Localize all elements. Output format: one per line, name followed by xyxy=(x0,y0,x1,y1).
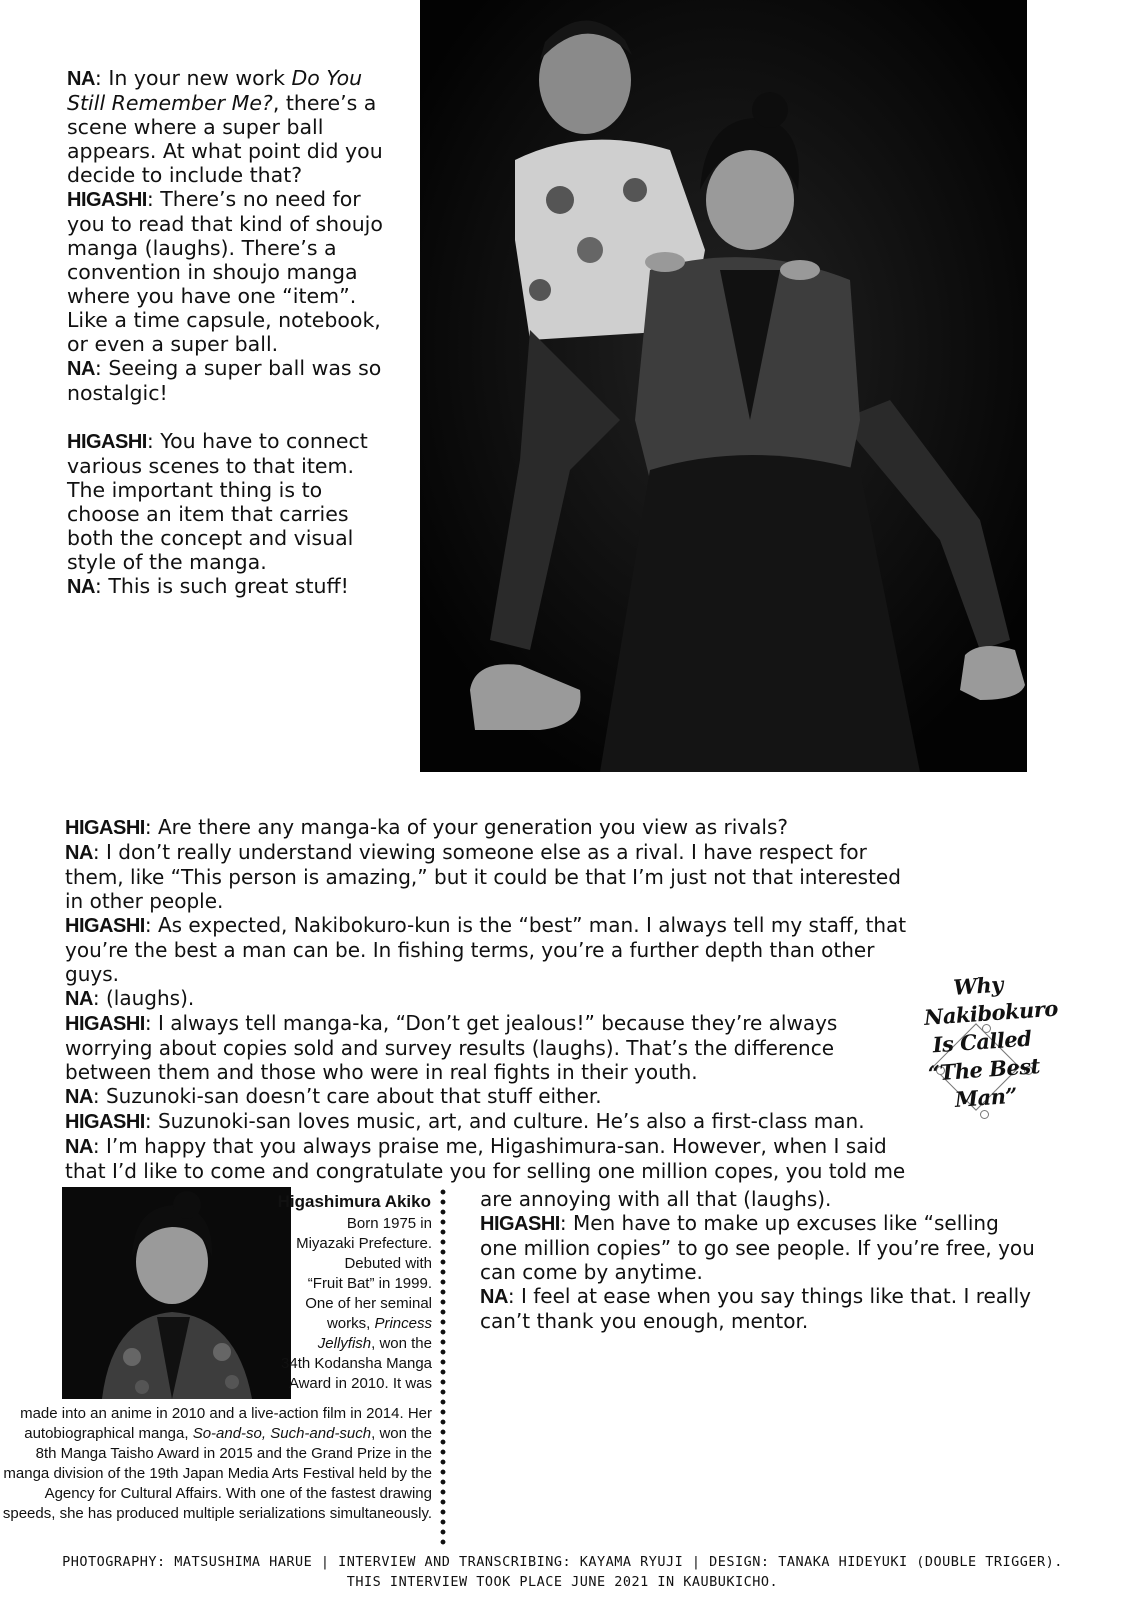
dialogue-line: HIGASHI: I always tell manga-ka, “Don’t get jealous!” because they’re always worrying about copies sold and survey results (laughs). That’s the difference between them and those who were in real fights in their youth. xyxy=(65,1011,838,1084)
interview-column-left xyxy=(67,66,397,599)
dialogue-line: are annoying with all that (laughs). xyxy=(480,1187,832,1211)
dialogue-line: HIGASHI: Are there any manga-ka of your generation you view as rivals? xyxy=(65,815,788,839)
credits-footer: PHOTOGRAPHY: MATSUSHIMA HARUE | INTERVIEW AND TRANSCRIBING: KAYAMA RYUJI | DESIGN: TANAKA HIDEYUKI (DOUBLE TRIGGER). THIS INTERVIEW TOOK PLACE JUNE 2021 IN KAUBUKICHO. xyxy=(62,1554,1063,1590)
bio-portrait-illustration xyxy=(62,1187,291,1399)
dialogue-line: NA: I don’t really understand viewing someone else as a rival. I have respect for them, like “This person is amazing,” but it could be that I’m just not that interested in other people. xyxy=(65,840,901,913)
dotted-divider xyxy=(440,1187,446,1547)
dialogue-line: HIGASHI: You have to connect various scenes to that item. The important thing is to choose an item that carries both the concept and visual style of the manga. xyxy=(67,429,368,574)
dialogue-line: NA: Seeing a super ball was so nostalgic! xyxy=(67,356,382,405)
dialogue-line: NA: (laughs). xyxy=(65,986,195,1010)
dialogue-line: HIGASHI: As expected, Nakibokuro-kun is the “best” man. I always tell my staff, that you’re the best a man can be. In fishing terms, you’re a further depth than other guys. xyxy=(65,913,907,986)
bio-text: Born 1975 in Miyazaki Prefecture. Debuted with “Fruit Bat” in 1999. One of her seminal works, Princess Jellyfish, won the 34th Kodansha Manga Award in 2010. It was xyxy=(281,1215,432,1392)
dialogue-line: NA: I feel at ease when you say things like that. I really can’t thank you enough, mentor. xyxy=(480,1284,1031,1333)
dialogue-line: NA: This is such great stuff! xyxy=(67,574,349,598)
interview-column-right xyxy=(480,1187,1040,1333)
bio-portrait-photo xyxy=(62,1187,291,1399)
dialogue-line: HIGASHI: There’s no need for you to read that kind of shoujo manga (laughs). There’s a convention in shoujo manga where you have one “item”. Like a time capsule, notebook, or even a super ball. xyxy=(67,187,383,356)
dialogue-line: HIGASHI: Suzunoki-san loves music, art, and culture. He’s also a first-class man. xyxy=(65,1109,865,1133)
main-portrait-photo xyxy=(420,0,1027,772)
dialogue-line: HIGASHI: Men have to make up excuses like “selling one million copies” to go see people. If you’re free, you can come by anytime. xyxy=(480,1211,1035,1284)
section-title-badge xyxy=(923,971,1059,1160)
bio-name: Higashimura Akiko xyxy=(277,1192,431,1211)
dialogue-line: NA: I’m happy that you always praise me, Higashimura-san. However, when I said that I’d like to come and congratulate you for selling one million copes, you told me xyxy=(65,1134,906,1183)
dialogue-line: NA: In your new work Do You Still Remember Me?, there’s a scene where a super ball appears. At what point did you decide to include that? xyxy=(67,66,383,187)
dialogue-line: NA: Suzunoki-san doesn’t care about that stuff either. xyxy=(65,1084,602,1108)
badge-title: Why Nakibokuro Is Called “The Best Man” xyxy=(923,971,1059,1113)
portrait-figures-illustration xyxy=(420,0,1027,772)
bio-text-continued: made into an anime in 2010 and a live-action film in 2014. Her autobiographical manga, So-and-so, Such-and-such, won the 8th Manga Taisho Award in 2015 and the Grand Prize in the manga division of the 19th Japan Media Arts Festival held by the Agency for Cultural Affairs. With one of the fastest drawing speeds, she has produced multiple serializations simultaneously. xyxy=(2,1405,432,1522)
interview-column-wide xyxy=(65,815,925,1207)
